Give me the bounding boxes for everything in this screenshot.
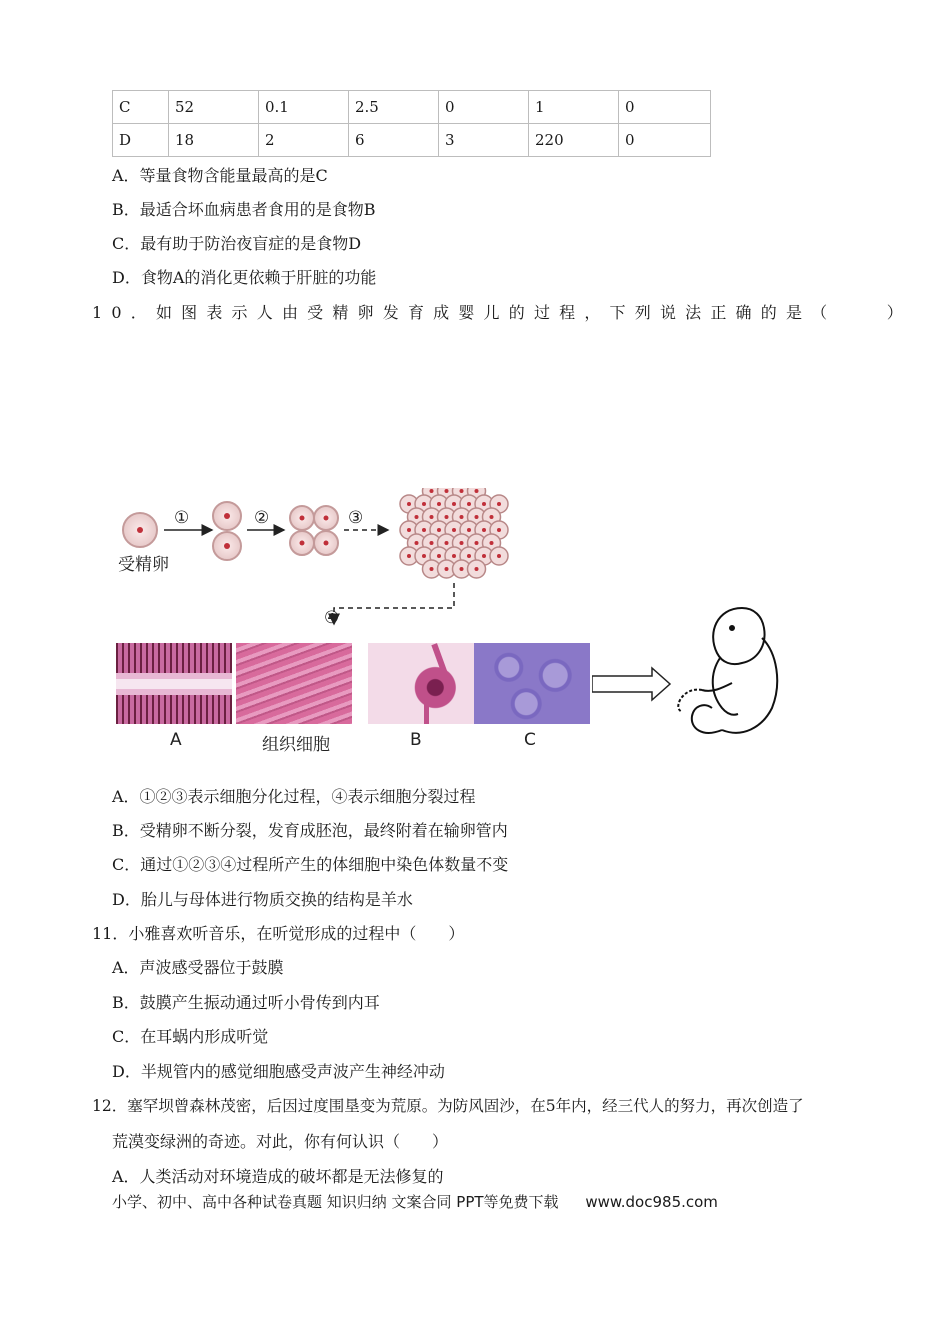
q11-option-c: C．在耳蜗内形成听觉	[112, 1027, 269, 1046]
cluster-nucleus	[490, 515, 494, 519]
cluster-nucleus	[407, 502, 411, 506]
tissue-c-label: C	[524, 730, 536, 750]
cluster-nucleus	[497, 528, 501, 532]
cluster-nucleus	[452, 554, 456, 558]
cluster-nucleus	[415, 515, 419, 519]
cluster-nucleus	[437, 554, 441, 558]
cluster-nucleus	[430, 489, 434, 493]
q11-option-b: B．鼓膜产生振动通过听小骨传到内耳	[112, 993, 380, 1012]
table-cell: C	[113, 91, 169, 124]
cluster-nucleus	[445, 567, 449, 571]
cluster-nucleus	[497, 554, 501, 558]
table-cell: 0	[619, 91, 711, 124]
cluster-nucleus	[482, 528, 486, 532]
footer-text: 小学、初中、高中各种试卷真题 知识归纳 文案合同 PPT等免费下载	[112, 1193, 559, 1211]
page-footer	[112, 1191, 718, 1212]
cluster-nucleus	[430, 515, 434, 519]
cluster-nucleus	[445, 541, 449, 545]
tissue-a-image	[116, 643, 232, 724]
step-3-label: ③	[348, 508, 364, 528]
cluster-nucleus	[475, 515, 479, 519]
cluster-nucleus	[437, 528, 441, 532]
q10-stem: 10．如图表示人由受精卵发育成婴儿的过程，下列说法正确的是（ ）	[92, 303, 912, 322]
table-cell: D	[113, 124, 169, 157]
cluster-nucleus	[460, 489, 464, 493]
cluster-nucleus	[482, 554, 486, 558]
q10-option-a: A．①②③表示细胞分化过程，④表示细胞分裂过程	[112, 787, 476, 806]
q11-stem: 11．小雅喜欢听音乐，在听觉形成的过程中（ ）	[92, 924, 465, 943]
cluster-nucleus	[475, 567, 479, 571]
tissue-a-label: A	[170, 730, 182, 750]
tissue-b-image	[368, 643, 484, 724]
four-cell-stage	[290, 506, 338, 555]
tissue-b-label: B	[410, 730, 422, 750]
table-cell: 1	[529, 91, 619, 124]
q11-option-d: D．半规管内的感觉细胞感受声波产生神经冲动	[112, 1062, 445, 1081]
cluster-nucleus	[445, 489, 449, 493]
cluster-nucleus	[490, 541, 494, 545]
table-cell: 18	[169, 124, 259, 157]
table-cell: 2.5	[349, 91, 439, 124]
cluster-nucleus	[460, 567, 464, 571]
table-cell: 2	[259, 124, 349, 157]
q11-option-a: A．声波感受器位于鼓膜	[112, 958, 284, 977]
two-cell-stage	[213, 502, 241, 560]
cluster-nucleus	[460, 515, 464, 519]
cluster-nucleus	[475, 489, 479, 493]
table-cell: 0.1	[259, 91, 349, 124]
cluster-nucleus	[422, 502, 426, 506]
q9-option-b: B．最适合坏血病患者食用的是食物B	[112, 200, 376, 219]
zygote-label: 受精卵	[118, 555, 169, 575]
cluster-nucleus	[452, 502, 456, 506]
cluster-nucleus	[467, 528, 471, 532]
table-cell: 0	[439, 91, 529, 124]
cluster-nucleus	[407, 554, 411, 558]
fetus-icon	[678, 608, 777, 733]
table-cell: 6	[349, 124, 439, 157]
cluster-nucleus	[467, 502, 471, 506]
q9-option-a: A．等量食物含能量最高的是C	[112, 166, 328, 185]
cluster-nucleus	[452, 528, 456, 532]
table-row	[113, 91, 711, 124]
table-row	[113, 124, 711, 157]
q12-stem-line1: 12．塞罕坝曾森林茂密，后因过度围垦变为荒原。为防风固沙，在5年内，经三代人的努力，再次创造了	[92, 1097, 804, 1115]
cluster-nucleus	[482, 502, 486, 506]
tissue-muscle-image	[236, 643, 352, 724]
fetus-svg	[592, 598, 832, 748]
table-cell: 220	[529, 124, 619, 157]
cluster-nucleus	[475, 541, 479, 545]
footer-site: www.doc985.com	[585, 1193, 718, 1211]
cluster-nucleus	[430, 541, 434, 545]
q10-option-d: D．胎儿与母体进行物质交换的结构是羊水	[112, 890, 413, 909]
q10-option-b: B．受精卵不断分裂，发育成胚泡，最终附着在输卵管内	[112, 821, 508, 840]
cell-cluster	[400, 488, 508, 578]
hollow-arrow	[592, 668, 670, 700]
cluster-nucleus	[415, 541, 419, 545]
step-1-label: ①	[174, 508, 190, 528]
nutrient-table	[112, 90, 711, 157]
zygote-cell	[123, 513, 157, 547]
q9-option-c: C．最有助于防治夜盲症的是食物D	[112, 234, 362, 253]
development-diagram	[112, 488, 832, 758]
cluster-nucleus	[430, 567, 434, 571]
q12-option-a: A．人类活动对环境造成的破坏都是无法修复的	[112, 1167, 444, 1186]
step-2-label: ②	[254, 508, 270, 528]
tissue-c-image	[474, 643, 590, 724]
step-4-label: ④	[324, 608, 340, 628]
table-cell: 52	[169, 91, 259, 124]
table-cell: 0	[619, 124, 711, 157]
table-cell: 3	[439, 124, 529, 157]
cluster-nucleus	[445, 515, 449, 519]
tissue-muscle-label: 组织细胞	[262, 735, 330, 755]
cluster-nucleus	[467, 554, 471, 558]
q10-option-c: C．通过①②③④过程所产生的体细胞中染色体数量不变	[112, 855, 509, 874]
q12-stem-line2: 荒漠变绿洲的奇迹。对此，你有何认识（ ）	[112, 1132, 449, 1151]
cluster-nucleus	[407, 528, 411, 532]
cluster-nucleus	[460, 541, 464, 545]
cluster-nucleus	[422, 554, 426, 558]
q9-option-d: D．食物A的消化更依赖于肝脏的功能	[112, 268, 377, 287]
cluster-nucleus	[497, 502, 501, 506]
cluster-nucleus	[422, 528, 426, 532]
arrow-4	[334, 583, 454, 624]
cluster-nucleus	[437, 502, 441, 506]
